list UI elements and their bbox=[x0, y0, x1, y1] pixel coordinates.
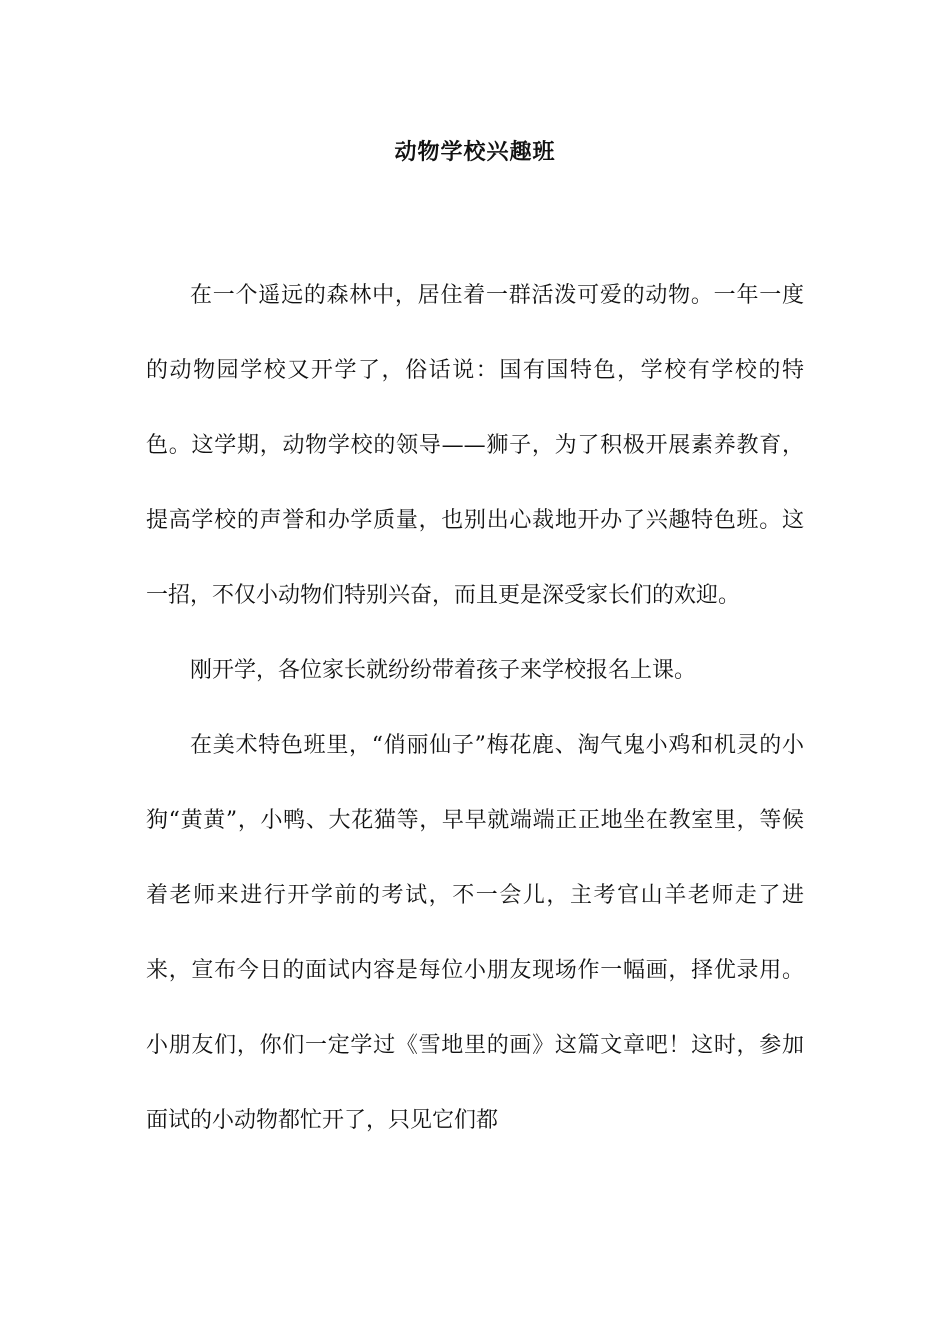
paragraph-2: 刚开学，各位家长就纷纷带着孩子来学校报名上课。 bbox=[190, 658, 697, 683]
document-body bbox=[146, 258, 804, 1158]
document-title: 动物学校兴趣班 bbox=[394, 139, 556, 165]
paragraph-1: 在一个遥远的森林中，居住着一群活泼可爱的动物。一年一度的动物园学校又开学了，俗话说：国有国特色，学校有学校的特色。这学期，动物学校的领导——狮子，为了积极开展素养教育，提高学校的声誉和办学质量，也别出心裁地开办了兴趣特色班。这一招，不仅小动物们特别兴奋，而且更是深受家长们的欢迎。 bbox=[146, 283, 804, 608]
paragraph-3: 在美术特色班里，“俏丽仙子”梅花鹿、淘气鬼小鸡和机灵的小狗“黄黄”，小鸭、大花猫等，早早就端端正正地坐在教室里，等候着老师来进行开学前的考试，不一会儿，主考官山羊老师走了进来，宣布今日的面试内容是每位小朋友现场作一幅画，择优录用。小朋友们，你们一定学过《雪地里的画》这篇文章吧！这时，参加面试的小动物都忙开了，只见它们都 bbox=[146, 733, 804, 1133]
